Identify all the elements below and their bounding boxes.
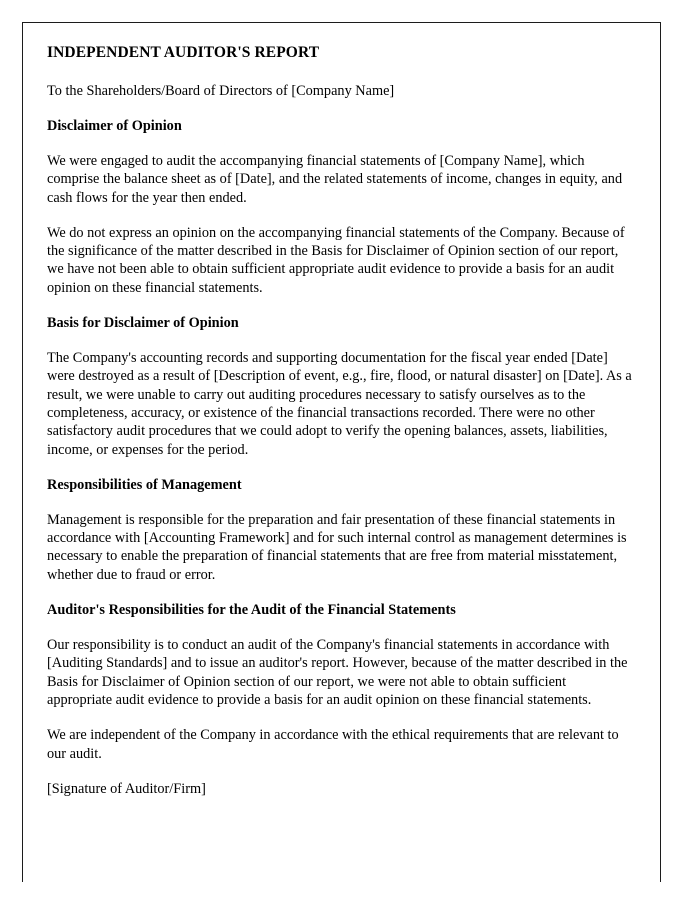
report-content bbox=[47, 43, 633, 798]
paragraph: Our responsibility is to conduct an audit of the Company's financial statements in accordance with [Auditing Standards] and to issue an auditor's report. However, because of the matter described in the Basis for Disclaimer of Opinion section of our report, we were not able to obtain sufficient appropriate audit evidence to provide a basis for an audit opinion on these financial statements. bbox=[47, 637, 628, 708]
section-heading-responsibilities-of-management: Responsibilities of Management bbox=[47, 476, 242, 493]
paragraph: Management is responsible for the preparation and fair presentation of these financial statements in accordance with [Accounting Framework] and for such internal control as management determines is necessary to enable the preparation of financial statements that are free from material misstatement, whether due to fraud or error. bbox=[47, 511, 627, 583]
page-title: INDEPENDENT AUDITOR'S REPORT bbox=[47, 44, 320, 61]
paragraph: We are independent of the Company in accordance with the ethical requirements that are relevant to our audit. bbox=[47, 727, 619, 762]
paragraph: We were engaged to audit the accompanying financial statements of [Company Name], which comprise the balance sheet as of [Date], and the related statements of income, changes in equity, and cash flows for the year then ended. bbox=[47, 153, 623, 206]
paragraph: The Company's accounting records and supporting documentation for the fiscal year ended [Date] were destroyed as a result of [Description of event, e.g., fire, flood, or natural disaster] on [Date]. As a result, we were unable to carry out auditing procedures necessary to satisfy ourselves as to the completeness, accuracy, or existence of the financial transactions recorded. There were no other satisfactory audit procedures that we could adopt to verify the opening balances, assets, liabilities, income, or expenses for the period. bbox=[47, 350, 632, 458]
document-page bbox=[22, 22, 661, 882]
paragraph: We do not express an opinion on the accompanying financial statements of the Company. Because of the significance of the matter described in the Basis for Disclaimer of Opinion section of our report, we have not been able to obtain sufficient appropriate audit evidence to provide a basis for an audit opinion on these financial statements. bbox=[47, 224, 625, 296]
section-heading-auditors-responsibilities: Auditor's Responsibilities for the Audit of the Financial Statements bbox=[47, 602, 456, 619]
section-heading-disclaimer-of-opinion: Disclaimer of Opinion bbox=[47, 118, 182, 134]
addressee-line: To the Shareholders/Board of Directors of [Company Name] bbox=[47, 83, 395, 99]
section-heading-basis-for-disclaimer-of-opinion: Basis for Disclaimer of Opinion bbox=[47, 315, 239, 332]
signature-placeholder: [Signature of Auditor/Firm] bbox=[47, 780, 206, 797]
